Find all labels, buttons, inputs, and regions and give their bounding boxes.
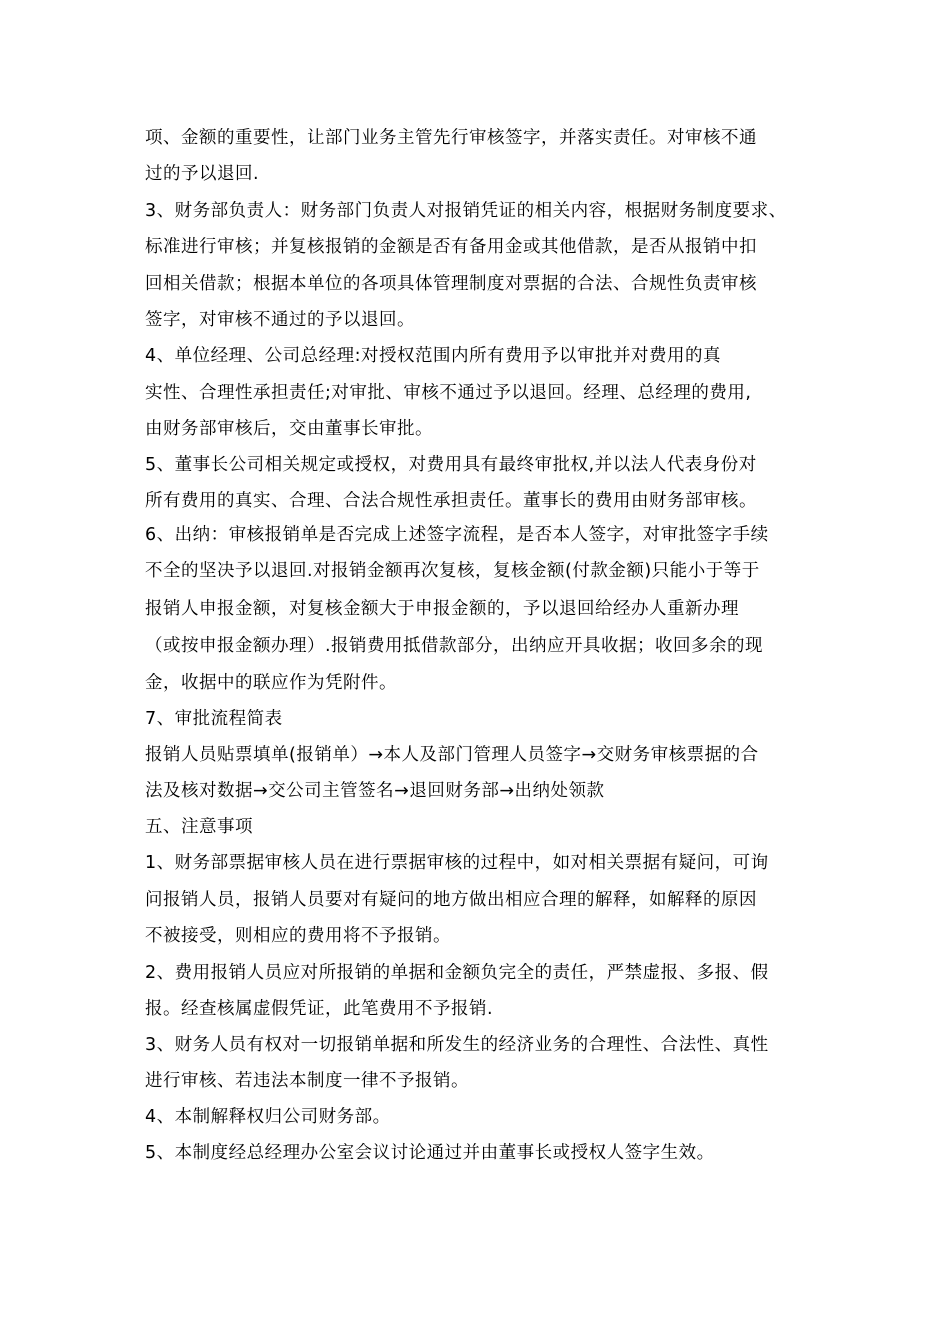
text-line: 1、财务部票据审核人员在进行票据审核的过程中，如对相关票据有疑问，可询 xyxy=(145,853,769,873)
text-line: 法及核对数据→交公司主管签名→退回财务部→出纳处领款 xyxy=(145,781,605,801)
text-line: 过的予以退回. xyxy=(145,164,260,184)
text-line: 金，收据中的联应作为凭附件。 xyxy=(145,673,397,693)
text-line: 6、出纳：审核报销单是否完成上述签字流程，是否本人签字，对审批签字手续 xyxy=(145,525,769,545)
text-line: 2、费用报销人员应对所报销的单据和金额负完全的责任，严禁虚报、多报、假 xyxy=(145,963,769,983)
text-line: 所有费用的真实、合理、合法合规性承担责任。董事长的费用由财务部审核。 xyxy=(145,491,757,511)
text-line: 5、董事长公司相关规定或授权，对费用具有最终审批权,并以法人代表身份对 xyxy=(145,455,757,475)
text-line: 项、金额的重要性，让部门业务主管先行审核签字，并落实责任。对审核不通 xyxy=(145,128,757,148)
text-line: 5、本制度经总经理办公室会议讨论通过并由董事长或授权人签字生效。 xyxy=(145,1143,715,1163)
text-line: 回相关借款；根据本单位的各项具体管理制度对票据的合法、合规性负责审核 xyxy=(145,274,757,294)
text-line: 4、单位经理、公司总经理:对授权范围内所有费用予以审批并对费用的真 xyxy=(145,346,722,366)
text-line: 不被接受，则相应的费用将不予报销。 xyxy=(145,926,451,946)
text-line: 报。经查核属虚假凭证，此笔费用不予报销. xyxy=(145,999,494,1019)
text-line: （或按申报金额办理）.报销费用抵借款部分，出纳应开具收据；收回多余的现 xyxy=(145,636,764,656)
text-line: 3、财务人员有权对一切报销单据和所发生的经济业务的合理性、合法性、真性 xyxy=(145,1035,769,1055)
text-line: 报销人申报金额，对复核金额大于申报金额的，予以退回给经办人重新办理 xyxy=(145,599,739,619)
text-line: 不全的坚决予以退回.对报销金额再次复核，复核金额(付款金额)只能小于等于 xyxy=(145,561,760,581)
text-line: 7、审批流程简表 xyxy=(145,709,283,729)
text-line: 4、本制解释权归公司财务部。 xyxy=(145,1107,391,1127)
text-line: 问报销人员，报销人员要对有疑问的地方做出相应合理的解释，如解释的原因 xyxy=(145,890,757,910)
text-line: 实性、合理性承担责任;对审批、审核不通过予以退回。经理、总经理的费用, xyxy=(145,383,752,403)
text-line: 3、财务部负责人：财务部门负责人对报销凭证的相关内容，根据财务制度要求、 xyxy=(145,201,787,221)
text-line: 标准进行审核；并复核报销的金额是否有备用金或其他借款，是否从报销中扣 xyxy=(145,237,757,257)
text-line: 签字，对审核不通过的予以退回。 xyxy=(145,310,415,330)
text-line: 进行审核、若违法本制度一律不予报销。 xyxy=(145,1071,469,1091)
text-line: 由财务部审核后，交由董事长审批。 xyxy=(145,419,433,439)
section-heading: 五、注意事项 xyxy=(145,817,253,837)
text-line: 报销人员贴票填单(报销单）→本人及部门管理人员签字→交财务审核票据的合 xyxy=(145,745,759,765)
